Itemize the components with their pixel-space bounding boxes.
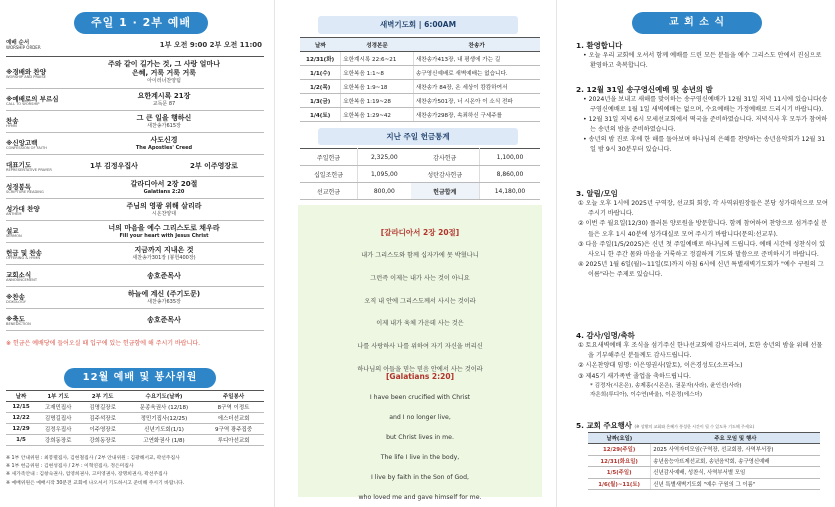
order-row [6, 133, 264, 155]
verse-line: I have been crucified with Christ [369, 394, 471, 401]
table-cell: 신년감사예배, 성찬식, 사역부서별 모임 [651, 467, 820, 479]
order-label: 찬송 [6, 117, 19, 125]
verse-line: and I no longer live, [389, 414, 451, 421]
church-news-column [562, 0, 835, 507]
table-row [6, 435, 264, 446]
table-cell: 2025 사역자미모임(구역장, 선교회장, 사역부서장) [651, 444, 820, 456]
table-cell: 고연화권사 (1/8) [125, 435, 203, 446]
section-items [576, 199, 828, 281]
news-item: • 송년의 밤 진로 후에 한 해를 돌아보며 하나님의 은혜를 찬양하는 송년음악회가 12월 31일 밤 9시 30분부터 있습니다. [583, 136, 826, 153]
worship-order-list [6, 56, 264, 331]
graduate-line: 자은희(루디아), 이수연(바울), 이은정(에스더) [590, 392, 703, 399]
verse-line: but Christ lives in me. [386, 434, 454, 441]
order-label-en: ANTHEM [6, 212, 22, 216]
news-section-year-end [576, 84, 828, 155]
table-cell: 김명길집사 [36, 413, 80, 424]
order-label-en: OFFERING & HYMN [6, 256, 41, 260]
verse-ref-en: [Galatians 2:20] [386, 372, 454, 381]
worship-order-column [0, 0, 270, 507]
order-content [64, 202, 264, 219]
table-row [588, 444, 820, 456]
verse-box [298, 205, 542, 501]
table-cell: 강희동장로 [80, 435, 124, 446]
header-cell: 주요 모임 및 행사 [651, 433, 820, 444]
table-cell: 선교헌금 [300, 183, 358, 200]
order-label: 교회소식 [6, 271, 32, 279]
order-row [6, 287, 264, 309]
table-row [588, 467, 820, 479]
table-row [588, 455, 820, 467]
order-sub: 새찬송가635장 [147, 299, 181, 305]
order-label-en: DOXOLOGY [6, 300, 26, 304]
table-cell: 8구역 이정트 [203, 402, 264, 413]
table-cell: 이주영장로 [80, 424, 124, 435]
header-cell: 찬송가 [413, 38, 540, 52]
order-text: 하늘에 계신 (주기도문) [127, 289, 201, 298]
table-cell: 정민기집사(12/25) [125, 413, 203, 424]
service-times: 1부 오전 9:00 2부 오전 11:00 [159, 41, 262, 49]
order-label: 헌금 및 찬송 [6, 249, 42, 257]
header-cell: 날짜(요일) [588, 433, 651, 444]
news-item: • 2024년을 보내고 새해를 맞이하는 송구영신예배가 12월 31일 저녁 11시에 있습니다(송구영신예배로 1월 1일 새벽예배는 없으며, 수요예배는 가정예배로 드리시기 바랍니다). [583, 96, 828, 113]
verse-ref-ko: [갈라디아서 2장 20절] [380, 228, 460, 237]
order-label: 성가대 찬양 [6, 205, 40, 213]
table-row [300, 166, 540, 183]
order-english: The Apostles' Creed [135, 145, 193, 151]
order-row [6, 155, 264, 177]
order-title-en: WORSHIP ORDER [6, 45, 41, 50]
header-cell: 2부 기도 [80, 391, 124, 402]
order-content [64, 92, 264, 109]
order-sub: 시온찬양대 [151, 211, 177, 217]
table-cell: 고재민집사 [36, 402, 80, 413]
order-label: 설교 [6, 227, 19, 235]
table-cell: 1,095,00 [358, 166, 411, 183]
table-cell: 새찬송가 84장, 온 세상이 캄캄하여서 [413, 80, 540, 94]
offering-note-text: ※ 헌금은 예배당에 들어오실 때 입구에 있는 헌금함에 해 주시기 바랍니다. [6, 340, 201, 347]
order-sub: 아이러너찬양팀 [147, 78, 181, 85]
events-note: (※ 상황의 교회와 은혜가 풍성한 시간이 될 수 있도록 기도해 주세요) [634, 424, 755, 429]
order-row [6, 221, 264, 243]
table-header-row [300, 38, 540, 52]
table-row [300, 66, 540, 80]
table-cell: 송구영신예배로 새벽예배는 없습니다. [413, 66, 540, 80]
order-text: 주님의 영광 위해 살리라 [126, 201, 202, 210]
order-content [64, 180, 264, 197]
news-section-welcome [576, 40, 828, 71]
table-cell: 1/6(월)~11(토) [588, 478, 651, 490]
verse-line: 나를 사랑하사 나를 위하여 자기 자신을 버리신 [357, 343, 483, 351]
order-text: 주와 같이 길가는 것, 그 사랑 얼마나 [108, 60, 220, 69]
order-row [6, 309, 264, 331]
order-row [6, 111, 264, 133]
verse-line: I live by faith in the Son of God, [371, 474, 469, 481]
verse-en [298, 388, 542, 507]
news-item: ③ 다음 주일(1/5/2025)은 신년 첫 주일예배로 하나님께 드립니다. 예배 시간에 성찬식이 있사오니 한 주간 몸와 마음을 거룩하고 정결하게 기도와 말씀으로 준비하시기 바랍니다. [578, 240, 826, 259]
header-cell: 수요기도(날짜) [125, 391, 203, 402]
table-cell: 800,00 [358, 183, 411, 200]
table-header-row [588, 433, 820, 444]
table-cell: 12/31(화요일) [588, 455, 651, 467]
news-section-events [576, 420, 828, 431]
table-cell: 송년음능아뜨제선교회, 송년음악회, 송구영신예배 [651, 455, 820, 467]
table-row [300, 94, 540, 108]
order-content [64, 60, 264, 86]
order-label-en: REPRESENTATIVE PRAYER [6, 168, 52, 172]
order-label-en: CONFESSION OF FAITH [6, 146, 47, 150]
volunteer-note: ※ 예배위원은 예배시작 30분전 교회에 나오셔서 기도하시고 준비해 주시기 바랍니다. [6, 480, 185, 486]
dawn-prayer-table [300, 37, 540, 122]
order-label-en: SERMON [6, 234, 22, 238]
table-row [300, 149, 540, 166]
order-content [64, 272, 264, 281]
service-title: 12월 예배 및 봉사위원 [64, 368, 216, 388]
order-text: 송호준목사 [147, 315, 181, 324]
order-text: 사도신경 [150, 135, 178, 144]
table-cell: 김정우집사 [36, 424, 80, 435]
column-divider [274, 0, 275, 507]
section-heading: 3. 알림/모임 [576, 189, 618, 198]
offering-title: 지난 주일 헌금통계 [318, 128, 518, 145]
order-text: 너의 마음을 예수 그리스도로 채우라 [108, 223, 220, 232]
verse-line: 내가 그리스도와 함께 십자가에 못 박혔나니 [361, 252, 479, 259]
table-cell: 12/22 [6, 413, 36, 424]
section-heading: 4. 감사/임명/축하 [576, 331, 635, 340]
volunteer-notes [6, 455, 268, 488]
table-cell: 1,100,00 [479, 149, 540, 166]
order-row [6, 177, 264, 199]
order-label: ※축도 [6, 315, 25, 323]
table-cell: 9구역 광주집중 [203, 424, 264, 435]
table-cell: 12/29 [6, 424, 36, 435]
dawn-title: 새벽기도회 | 6:00AM [318, 16, 518, 34]
table-row [300, 52, 540, 66]
verse-line: 그런즉 이제는 내가 사는 것이 아니요 [370, 274, 470, 282]
offering-table [300, 148, 540, 200]
order-label-en: HYMN [6, 124, 17, 128]
order-label: 성경봉독 [6, 183, 32, 191]
table-cell: 감사헌금 [411, 149, 480, 166]
prayer-2: 2부 이주영장로 [190, 162, 238, 170]
table-cell: 2,325,00 [358, 149, 411, 166]
table-cell: 1/4(토) [300, 108, 341, 122]
order-header [6, 38, 264, 56]
order-text: 그 큰 일을 행하신 [136, 113, 192, 122]
order-label-en: SCRIPTURE READING [6, 190, 44, 194]
news-section-thanks [576, 330, 828, 401]
order-label: ※경배와 찬양 [6, 68, 46, 76]
table-cell: 요한복음 1:9~18 [341, 80, 414, 94]
table-cell: 에스더선교회 [203, 413, 264, 424]
order-row [6, 57, 264, 89]
order-label: ※예배로의 부르심 [6, 95, 59, 103]
volunteer-note: ※ 1부 헌금위원 : 김현성집사 / 2부 : 이혁연집사, 정은미집사 [6, 464, 134, 470]
dawn-prayer-column [282, 0, 552, 507]
order-text: 지금까지 지내온 것 [134, 245, 194, 254]
order-label-en: BENEDICTION [6, 322, 31, 326]
order-sub: 교독문 87 [152, 101, 176, 107]
order-row [6, 199, 264, 221]
table-cell: 12/29(주일) [588, 444, 651, 456]
table-row [6, 424, 264, 435]
table-cell: 요한복음 1:29~42 [341, 108, 414, 122]
header-cell: 1부 기도 [36, 391, 80, 402]
table-cell: 요한계시록 22:6~21 [341, 52, 414, 66]
graduate-line: * 김정자(시온은), 송제홍(시온은), 권문자(사라), 윤인선(사라) [590, 382, 742, 389]
table-row [300, 80, 540, 94]
order-text: 요한계시록 21장 [137, 91, 191, 100]
table-row [6, 413, 264, 424]
news-item: • 오늘 우리 교회에 오셔서 함께 예배를 드린 모든 분들을 예수 그리스도 안에서 진심으로 환영하고 축복합니다. [583, 52, 822, 69]
table-cell: 1/5(주일) [588, 467, 651, 479]
table-row [300, 108, 540, 122]
table-row [6, 402, 264, 413]
news-title: 교 회 소 식 [632, 12, 762, 34]
news-item: ② 이번 주 월요일(12/30) 플러튼 양로원을 방문합니다. 함께 참여하여 찬양으로 섬겨주실 분들은 오후 1시 40분에 성가대실로 모여 주시기 바랍니다(문의:선교부). [578, 220, 828, 238]
column-divider [556, 0, 557, 507]
header-cell: 날짜 [6, 391, 36, 402]
order-english: Fill your heart with Jesus Christ [119, 233, 209, 239]
table-cell: 1/3(금) [300, 94, 341, 108]
order-sub: 새찬송가301장 (봉헌400장) [132, 255, 196, 261]
table-cell: 새찬송가298장, 속죄하신 구세주를 [413, 108, 540, 122]
section-heading [576, 420, 828, 431]
volunteer-note: ※ 새가족안내 : 김창숙권사, 엄영희권사, 고미영권사, 장명희권사, 곽선주집사 [6, 472, 168, 478]
table-cell: 요한복음 1:1~8 [341, 66, 414, 80]
verse-line: 오직 내 안에 그리스도께서 사시는 것이라 [364, 297, 476, 305]
events-table [588, 432, 820, 490]
table-cell: 8,860,00 [479, 166, 540, 183]
order-row [6, 243, 264, 265]
table-cell: 1/2(목) [300, 80, 341, 94]
table-cell: 1/1(수) [300, 66, 341, 80]
worship-title: 주일 1 · 2부 예배 [74, 12, 208, 34]
offering-note [6, 338, 264, 347]
order-row [6, 89, 264, 111]
order-content [64, 246, 264, 263]
table-header-row [6, 391, 264, 402]
order-content [64, 162, 264, 171]
table-cell: 신년기도회(1/1) [125, 424, 203, 435]
table-cell: 새찬송가413장, 내 평생에 가는 길 [413, 52, 540, 66]
order-title-ko: 예배 순서 [6, 40, 30, 46]
prayer-1: 1부 김정우집사 [90, 162, 138, 170]
order-text: 은혜, 거룩 거룩 거룩 [131, 68, 197, 77]
service-table [6, 390, 264, 446]
order-text: 갈라디아서 2장 20절 [130, 179, 198, 188]
order-content [64, 316, 264, 325]
news-item: ③ 제45기 새가족반 졸업을 축하드립니다. [578, 372, 691, 380]
table-cell: 주일헌금 [300, 149, 358, 166]
table-cell: 1/5 [6, 435, 36, 446]
news-item: ④ 2025년 1월 6일(월)~11일(토)까지 아침 6시에 신년 특별새벽기도회가 "예수 구원의 그 이름"라는 주제로 있습니다. [578, 261, 824, 279]
section-heading: 2. 12월 31일 송구영신예배 및 송년의 밤 [576, 85, 713, 94]
table-cell: 헌금합계 [411, 183, 480, 200]
order-content [64, 290, 264, 307]
news-item: ① 토요새벽예배 후 조식을 섬기주신 한나선교회에 감사드리며, 토한 송년의 밤을 위해 선물을 기부해주신 분들께도 감사드립니다. [578, 342, 823, 360]
header-cell: 성경본문 [341, 38, 414, 52]
order-english: Galatians 2:20 [143, 189, 185, 195]
order-content [64, 114, 264, 131]
order-label: ※찬송 [6, 293, 25, 301]
order-row [6, 265, 264, 287]
table-row [588, 478, 820, 490]
table-cell: 새찬송가501장, 너 시온아 이 소식 전파 [413, 94, 540, 108]
news-item: ① 오늘 오후 1시에 2025년 구역장, 선교회 회장, 각 사역위원장들은 본당 성가대석으로 모여 주시기 바랍니다. [578, 200, 829, 218]
volunteer-note: ※ 1부 안내위원 : 최봉렬집사, 김현철집사 / 2부 안내위원 : 김광해서교, 곽선주집사 [6, 456, 180, 461]
section-heading: 1. 환영합니다 [576, 41, 623, 50]
header-cell: 날짜 [300, 38, 341, 52]
verse-line: who loved me and gave himself for me. [358, 494, 482, 501]
table-cell: 루디아선교회 [203, 435, 264, 446]
order-label-en: WORSHIP AND PRAISE [6, 75, 46, 79]
table-cell: 김주석장로 [80, 413, 124, 424]
table-cell: 십일조헌금 [300, 166, 358, 183]
table-row [300, 183, 540, 200]
order-sub: 새찬송가615장 [147, 123, 181, 129]
news-item: • 12월 31일 저녁 6시 모세선교회에서 떡국을 준비하였습니다. 저녁식사 후 모두가 참여하는 송년의 밤을 준비하였습니다. [583, 116, 828, 133]
order-label-en: ANNOUNCEMENT [6, 278, 38, 282]
verse-line: 이제 내가 육체 가운데 사는 것은 [376, 320, 464, 328]
verse-line: 하나님의 아들을 믿는 믿음 안에서 사는 것이라 [357, 365, 483, 373]
table-cell: 성탄감사헌금 [411, 166, 480, 183]
table-cell: 요한복음 1:19~28 [341, 94, 414, 108]
table-cell: 12/31(화) [300, 52, 341, 66]
events-heading: 5. 교회 주요행사 [576, 421, 632, 430]
section-items [576, 95, 828, 155]
order-label: 대표기도 [6, 161, 32, 169]
table-cell: 신년 특별새벽기도회 "예수 구원의 그 이름" [651, 478, 820, 490]
table-cell: 14,180,00 [479, 183, 540, 200]
graduates-list [576, 382, 828, 401]
news-section-notices [576, 188, 828, 281]
order-text: 송호준목사 [147, 271, 181, 280]
table-cell: 김명길장로 [80, 402, 124, 413]
section-items [576, 51, 828, 71]
verse-line: The life I live in the body, [380, 454, 460, 461]
order-content [64, 224, 264, 241]
order-label: ※신앙고백 [6, 139, 38, 147]
table-cell: 12/15 [6, 402, 36, 413]
section-items [576, 341, 828, 382]
header-cell: 주일봉사 [203, 391, 264, 402]
verse-ko [298, 245, 542, 382]
news-item: ② 시온찬양대 임명: 이은영권사(알토), 이은경성도(소프라노) [578, 362, 743, 370]
order-label-en: CALL TO WORSHIP [6, 102, 40, 106]
table-cell: 문종욱권사 (12/18) [125, 402, 203, 413]
order-content [64, 136, 264, 153]
table-cell: 강희동장로 [36, 435, 80, 446]
